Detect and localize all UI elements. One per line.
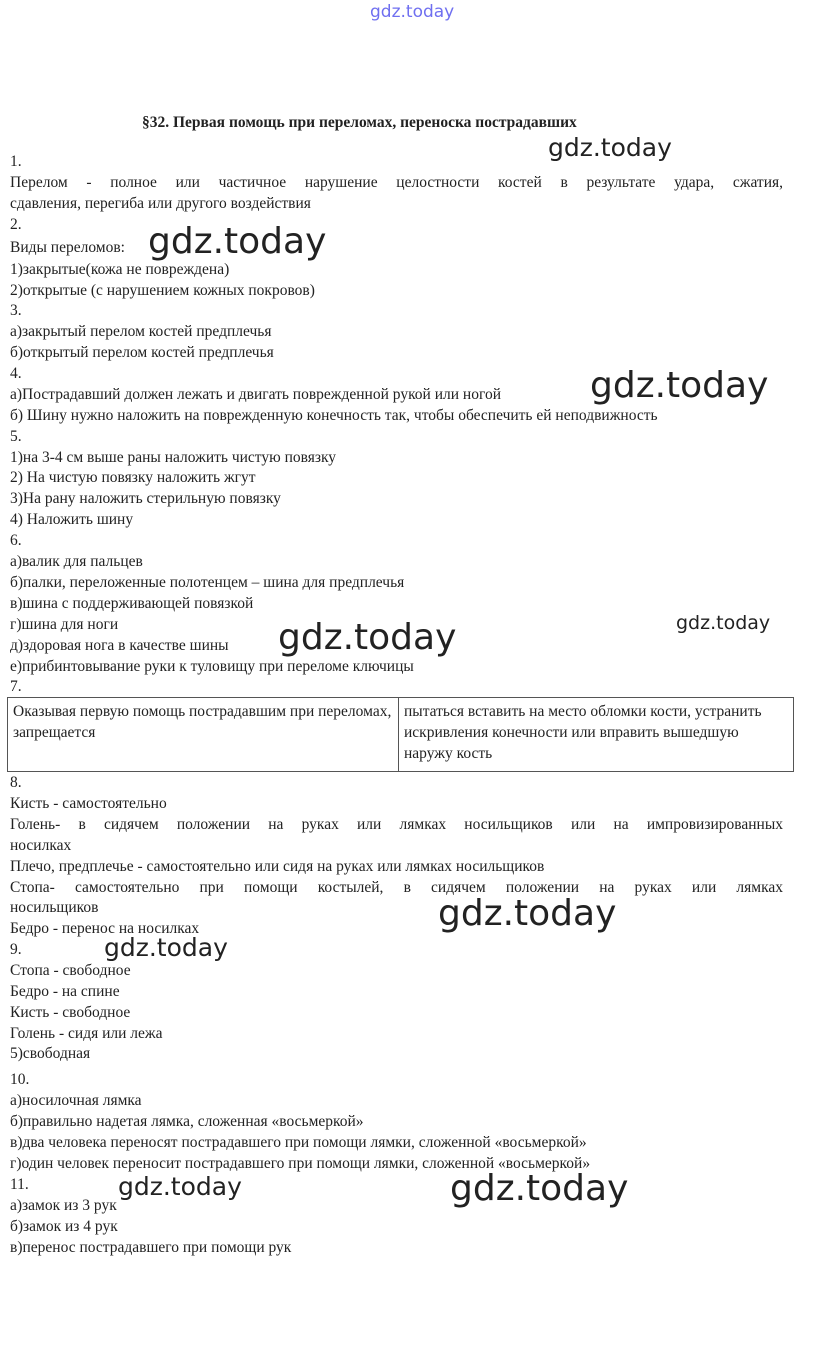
watermark: gdz.today (438, 893, 617, 934)
watermark: gdz.today (104, 933, 228, 962)
text-line: 2) На чистую повязку наложить жгут (10, 469, 256, 486)
item-number: 10. (10, 1071, 30, 1088)
item-number: 6. (10, 532, 22, 549)
text-line: носильщиков (10, 899, 99, 916)
item-number: 8. (10, 774, 22, 791)
text-line: г)один человек переносит пострадавшего при помощи лямки, сложенной «восьмеркой» (10, 1155, 591, 1172)
table-row (8, 698, 794, 772)
text-line: Кисть - свободное (10, 1004, 131, 1021)
definition-line: Перелом - полное или частичное нарушение целостности костей в результате удара, сжатия, (10, 174, 783, 191)
text-line: Бедро - на спине (10, 983, 120, 1000)
text-line: а)замок из 3 рук (10, 1197, 117, 1214)
watermark: gdz.today (676, 612, 771, 634)
text-line: в)шина с поддерживающей повязкой (10, 595, 254, 612)
watermark: gdz.today (278, 617, 457, 658)
watermark: gdz.today (548, 133, 672, 162)
text-line: д)здоровая нога в качестве шины (10, 637, 229, 654)
text-line: Стопа- самостоятельно при помощи костылей, в сидячем положении на руках или лямках (10, 879, 783, 896)
item-number: 3. (10, 302, 22, 319)
text-line: носилках (10, 837, 72, 854)
table-cell-right: пытаться вставить на место обломки кости, устранить искривления конечности или вправить вышедшую наружу кость (399, 698, 794, 772)
text-line: в)перенос пострадавшего при помощи рук (10, 1239, 292, 1256)
item-number: 7. (10, 678, 22, 695)
item-number: 5. (10, 428, 22, 445)
text-line: а)валик для пальцев (10, 553, 143, 570)
item-number: 4. (10, 365, 22, 382)
text-line: Бедро - перенос на носилках (10, 920, 200, 937)
text-line: 1)закрытые(кожа не повреждена) (10, 261, 230, 278)
watermark: gdz.today (118, 1172, 242, 1201)
item-number: 9. (10, 941, 22, 958)
text-line: 2)открытые (с нарушением кожных покровов) (10, 282, 315, 299)
watermark: gdz.today (450, 1168, 629, 1209)
text-line: б)правильно надетая лямка, сложенная «восьмеркой» (10, 1113, 364, 1130)
text-line: Стопа - свободное (10, 962, 131, 979)
table-cell-left: Оказывая первую помощь пострадавшим при переломах, запрещается (8, 698, 399, 772)
text-line: а)закрытый перелом костей предплечья (10, 323, 272, 340)
text-line: 4) Наложить шину (10, 511, 134, 528)
page-title: §32. Первая помощь при переломах, переноска пострадавших (142, 114, 577, 131)
item-number: 1. (10, 153, 22, 170)
text-line: 5)свободная (10, 1045, 91, 1062)
text-line: е)прибинтовывание руки к туловищу при переломе ключицы (10, 658, 414, 675)
watermark: gdz.today (590, 365, 769, 406)
watermark: gdz.today (148, 221, 327, 262)
text-line: б)открытый перелом костей предплечья (10, 344, 274, 361)
item-number: 2. (10, 216, 22, 233)
text-line: Виды переломов: (10, 239, 125, 256)
text-line: Голень- в сидячем положении на руках или лямках носильщиков или на импровизированных (10, 816, 783, 833)
text-line: а)носилочная лямка (10, 1092, 142, 1109)
rules-table (7, 697, 794, 772)
text-line: 1)на 3-4 см выше раны наложить чистую повязку (10, 449, 337, 466)
definition-line: сдавления, перегиба или другого воздействия (10, 195, 311, 212)
watermark-top: gdz.today (370, 2, 455, 22)
text-line: 3)На рану наложить стерильную повязку (10, 490, 281, 507)
text-line: Плечо, предплечье - самостоятельно или сидя на руках или лямках носильщиков (10, 858, 545, 875)
text-line: в)два человека переносят пострадавшего при помощи лямки, сложенной «восьмеркой» (10, 1134, 587, 1151)
text-line: Голень - сидя или лежа (10, 1025, 163, 1042)
text-line: б)замок из 4 рук (10, 1218, 118, 1235)
text-line: б) Шину нужно наложить на поврежденную конечность так, чтобы обеспечить ей неподвижность (10, 407, 658, 424)
item-number: 11. (10, 1176, 29, 1193)
text-line: г)шина для ноги (10, 616, 119, 633)
text-line: Кисть - самостоятельно (10, 795, 167, 812)
text-line: а)Пострадавший должен лежать и двигать поврежденной рукой или ногой (10, 386, 501, 403)
text-line: б)палки, переложенные полотенцем – шина для предплечья (10, 574, 405, 591)
